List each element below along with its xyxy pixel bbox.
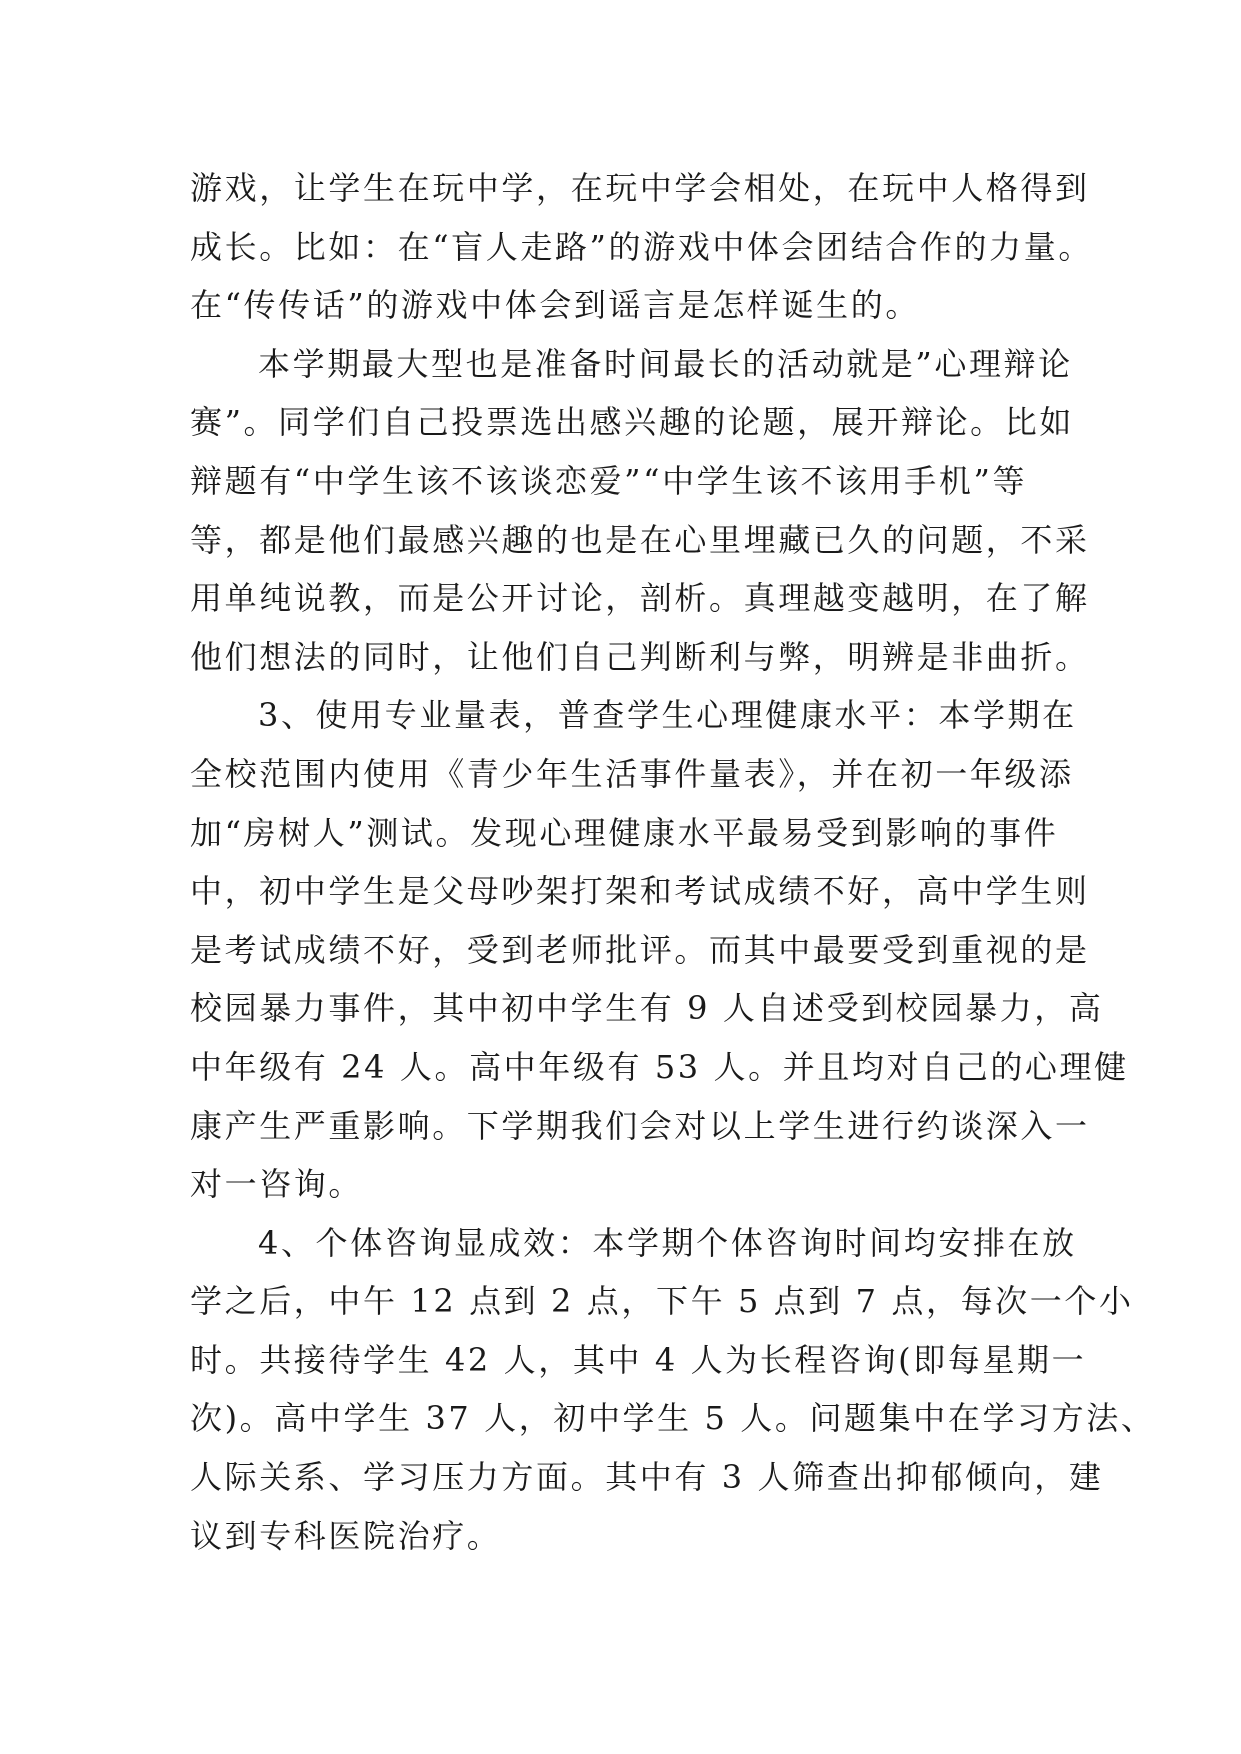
text-line: 辩题有“中学生该不该谈恋爱”“中学生该不该用手机”等 xyxy=(190,461,1028,500)
text-line: 全校范围内使用《青少年生活事件量表》，并在初一年级添 xyxy=(190,754,1074,793)
text-line: 康产生严重影响。下学期我们会对以上学生进行约谈深入一 xyxy=(190,1106,1090,1145)
text-line: 本学期最大型也是准备时间最长的活动就是”心理辩论 xyxy=(258,344,1073,383)
text-line: 赛”。同学们自己投票选出感兴趣的论题，展开辩论。比如 xyxy=(190,403,1074,442)
text-line: 3、使用专业量表，普查学生心理健康水平：本学期在 xyxy=(258,696,1077,735)
text-line: 是考试成绩不好，受到老师批评。而其中最要受到重视的是 xyxy=(190,930,1090,969)
text-line: 等，都是他们最感兴趣的也是在心里埋藏已久的问题，不采 xyxy=(190,520,1090,559)
text-line: 人际关系、学习压力方面。其中有 3 人筛查出抑郁倾向，建 xyxy=(190,1458,1104,1497)
text-line: 次)。高中学生 37 人，初中学生 5 人。问题集中在学习方法、 xyxy=(190,1399,1156,1438)
text-line: 时。共接待学生 42 人，其中 4 人为长程咨询(即每星期一 xyxy=(190,1340,1087,1379)
text-line: 议到专科医院治疗。 xyxy=(190,1516,502,1555)
text-line: 4、个体咨询显成效：本学期个体咨询时间均安排在放 xyxy=(258,1223,1077,1262)
text-line: 中年级有 24 人。高中年级有 53 人。并且均对自己的心理健 xyxy=(190,1047,1129,1086)
text-line: 校园暴力事件，其中初中学生有 9 人自述受到校园暴力，高 xyxy=(190,989,1104,1028)
text-line: 中，初中学生是父母吵架打架和考试成绩不好，高中学生则 xyxy=(190,872,1090,911)
text-line: 学之后，中午 12 点到 2 点，下午 5 点到 7 点，每次一个小 xyxy=(190,1282,1134,1321)
body-text xyxy=(190,159,1156,1565)
text-line: 用单纯说教，而是公开讨论，剖析。真理越变越明，在了解 xyxy=(190,579,1090,618)
text-line: 成长。比如：在“盲人走路”的游戏中体会团结合作的力量。 xyxy=(190,227,1093,266)
text-line: 他们想法的同时，让他们自己判断利与弊，明辨是非曲折。 xyxy=(190,637,1090,676)
text-line: 在“传传话”的游戏中体会到谣言是怎样诞生的。 xyxy=(190,286,920,325)
text-line: 游戏，让学生在玩中学，在玩中学会相处，在玩中人格得到 xyxy=(190,169,1090,207)
text-line: 对一咨询。 xyxy=(190,1165,364,1204)
text-line: 加“房树人”测试。发现心理健康水平最易受到影响的事件 xyxy=(190,813,1059,852)
